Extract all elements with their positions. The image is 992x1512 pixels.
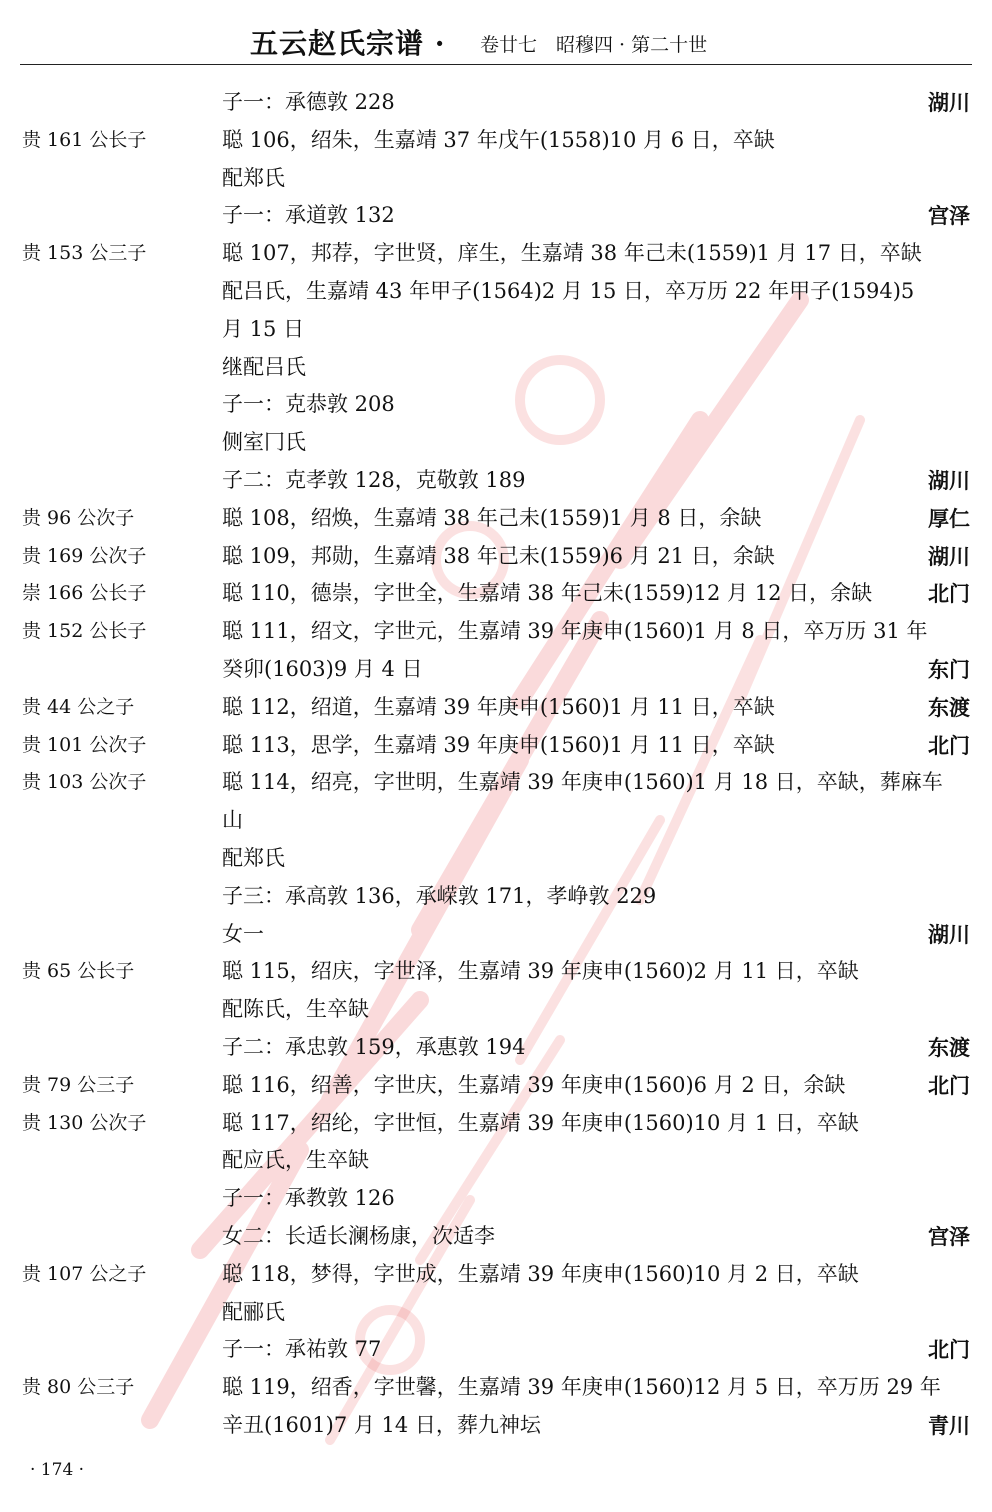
parent-relation: 崇 166 公长子 xyxy=(22,582,147,605)
parent-relation: 贵 152 公长子 xyxy=(22,620,147,643)
entry-row xyxy=(0,160,992,198)
entry-row xyxy=(0,1256,992,1294)
parent-relation: 贵 79 公三子 xyxy=(22,1073,135,1096)
entry-row xyxy=(0,273,992,311)
parent-relation: 贵 96 公次子 xyxy=(22,506,135,529)
parent-relation: 贵 80 公三子 xyxy=(22,1376,135,1399)
place-name: 东门 xyxy=(928,656,970,682)
place-name: 湖川 xyxy=(928,921,970,947)
place-name: 北门 xyxy=(928,1337,970,1363)
entry-row xyxy=(0,1067,992,1105)
entry-row xyxy=(0,462,992,500)
entry-text: 侧室冂氏 xyxy=(222,430,306,455)
entry-row xyxy=(0,953,992,991)
parent-relation: 贵 65 公长子 xyxy=(22,960,135,983)
entry-row xyxy=(0,575,992,613)
entry-text: 聪 117，绍纶，字世恒，生嘉靖 39 年庚申(1560)10 月 1 日，卒缺 xyxy=(222,1110,859,1135)
entry-row xyxy=(0,802,992,840)
entry-text: 山 xyxy=(222,808,243,833)
entry-text: 配郑氏 xyxy=(222,165,285,190)
entry-row xyxy=(0,840,992,878)
entry-row xyxy=(0,311,992,349)
entry-row xyxy=(0,424,992,462)
entry-row xyxy=(0,1142,992,1180)
entry-text: 聪 107，邦荐，字世贤，庠生，生嘉靖 38 年己未(1559)1 月 17 日，卒缺 xyxy=(222,241,922,266)
place-name: 湖川 xyxy=(928,90,970,115)
entry-text: 子二：克孝敦 128，克敬敦 189 xyxy=(222,467,526,492)
entry-row xyxy=(0,727,992,765)
page-number: · 174 · xyxy=(30,1460,85,1480)
place-name: 厚仁 xyxy=(928,505,970,531)
parent-relation: 贵 169 公次子 xyxy=(22,544,147,567)
entry-row xyxy=(0,1407,992,1445)
place-name: 青川 xyxy=(928,1412,970,1438)
parent-relation: 贵 103 公次子 xyxy=(22,771,147,794)
volume-subtitle: 卷廿七 昭穆四 · 第二十世 xyxy=(480,34,708,56)
parent-relation: 贵 161 公长子 xyxy=(22,128,147,151)
entry-row xyxy=(0,1294,992,1332)
entry-text: 子二：承忠敦 159，承惠敦 194 xyxy=(222,1034,526,1059)
entry-text: 配应氏，生卒缺 xyxy=(222,1148,369,1173)
entry-row xyxy=(0,878,992,916)
entry-row xyxy=(0,349,992,387)
entry-text: 子三：承高敦 136，承嵘敦 171，孝峥敦 229 xyxy=(222,883,657,908)
entry-text: 聪 106，绍朱，生嘉靖 37 年戊午(1558)10 月 6 日，卒缺 xyxy=(222,127,775,152)
parent-relation: 贵 130 公次子 xyxy=(22,1111,147,1134)
place-name: 北门 xyxy=(928,732,970,758)
entry-text: 女二：长适长澜杨康，次适李 xyxy=(222,1223,495,1248)
header-rule xyxy=(20,64,972,65)
entry-text: 配陈氏，生卒缺 xyxy=(222,997,369,1022)
parent-relation: 贵 153 公三子 xyxy=(22,242,147,265)
place-name: 东渡 xyxy=(928,694,970,720)
entry-row xyxy=(0,1029,992,1067)
place-name: 湖川 xyxy=(928,467,970,493)
entry-text: 聪 119，绍香，字世馨，生嘉靖 39 年庚申(1560)12 月 5 日，卒万历 29 年 xyxy=(222,1375,941,1400)
page-header xyxy=(0,22,992,62)
entry-text: 聪 115，绍庆，字世泽，生嘉靖 39 年庚申(1560)2 月 11 日，卒缺 xyxy=(222,959,859,984)
entry-text: 聪 109，邦勋，生嘉靖 38 年己未(1559)6 月 21 日，余缺 xyxy=(222,543,775,568)
entry-row xyxy=(0,500,992,538)
parent-relation: 贵 44 公之子 xyxy=(22,695,135,718)
place-name: 湖川 xyxy=(928,543,970,569)
entry-row xyxy=(0,916,992,954)
parent-relation: 贵 101 公次子 xyxy=(22,733,147,756)
entry-row xyxy=(0,122,992,160)
entry-row xyxy=(0,538,992,576)
entry-row xyxy=(0,235,992,273)
entry-text: 聪 114，绍亮，字世明，生嘉靖 39 年庚申(1560)1 月 18 日，卒缺，葬麻车 xyxy=(222,770,943,795)
book-title: 五云赵氏宗谱 · xyxy=(250,27,446,60)
entry-row xyxy=(0,991,992,1029)
entry-text: 聪 111，绍文，字世元，生嘉靖 39 年庚申(1560)1 月 8 日，卒万历 31 年 xyxy=(222,619,928,644)
entry-text: 子一：克恭敦 208 xyxy=(222,392,395,417)
entry-text: 子一：承教敦 126 xyxy=(222,1186,395,1211)
entry-text: 子一：承道敦 132 xyxy=(222,203,395,228)
parent-relation: 贵 107 公之子 xyxy=(22,1262,147,1285)
entry-text: 配郑氏 xyxy=(222,845,285,870)
genealogy-entries xyxy=(0,84,992,1445)
entry-text: 辛丑(1601)7 月 14 日，葬九神坛 xyxy=(222,1412,541,1437)
place-name: 北门 xyxy=(928,1072,970,1098)
entry-text: 女一 xyxy=(222,921,264,946)
entry-text: 聪 110，德崇，字世全，生嘉靖 38 年己未(1559)12 月 12 日，余缺 xyxy=(222,581,873,606)
entry-text: 继配吕氏 xyxy=(222,354,306,379)
entry-row xyxy=(0,1369,992,1407)
place-name: 宫泽 xyxy=(928,203,970,229)
entry-text: 聪 108，绍焕，生嘉靖 38 年己未(1559)1 月 8 日，余缺 xyxy=(222,505,762,530)
entry-row xyxy=(0,1180,992,1218)
entry-row xyxy=(0,1218,992,1256)
entry-text: 子一：承祐敦 77 xyxy=(222,1337,382,1362)
entry-row xyxy=(0,1105,992,1143)
entry-text: 聪 118，梦得，字世成，生嘉靖 39 年庚申(1560)10 月 2 日，卒缺 xyxy=(222,1261,859,1286)
entry-row xyxy=(0,197,992,235)
place-name: 北门 xyxy=(928,581,970,607)
entry-row xyxy=(0,1331,992,1369)
entry-row xyxy=(0,651,992,689)
entry-row xyxy=(0,613,992,651)
entry-text: 聪 113，思学，生嘉靖 39 年庚申(1560)1 月 11 日，卒缺 xyxy=(222,732,775,757)
entry-text: 月 15 日 xyxy=(222,316,305,341)
entry-row xyxy=(0,84,992,122)
entry-row xyxy=(0,764,992,802)
entry-row xyxy=(0,386,992,424)
entry-text: 配郦氏 xyxy=(222,1299,285,1324)
entry-text: 癸卯(1603)9 月 4 日 xyxy=(222,656,423,681)
place-name: 东渡 xyxy=(928,1034,970,1060)
entry-text: 子一：承德敦 228 xyxy=(222,90,395,114)
entry-text: 聪 116，绍善，字世庆，生嘉靖 39 年庚申(1560)6 月 2 日，余缺 xyxy=(222,1072,846,1097)
entry-text: 聪 112，绍道，生嘉靖 39 年庚申(1560)1 月 11 日，卒缺 xyxy=(222,694,775,719)
entry-text: 配吕氏，生嘉靖 43 年甲子(1564)2 月 15 日，卒万历 22 年甲子(1594)5 xyxy=(222,278,915,303)
place-name: 宫泽 xyxy=(928,1223,970,1249)
entry-row xyxy=(0,689,992,727)
